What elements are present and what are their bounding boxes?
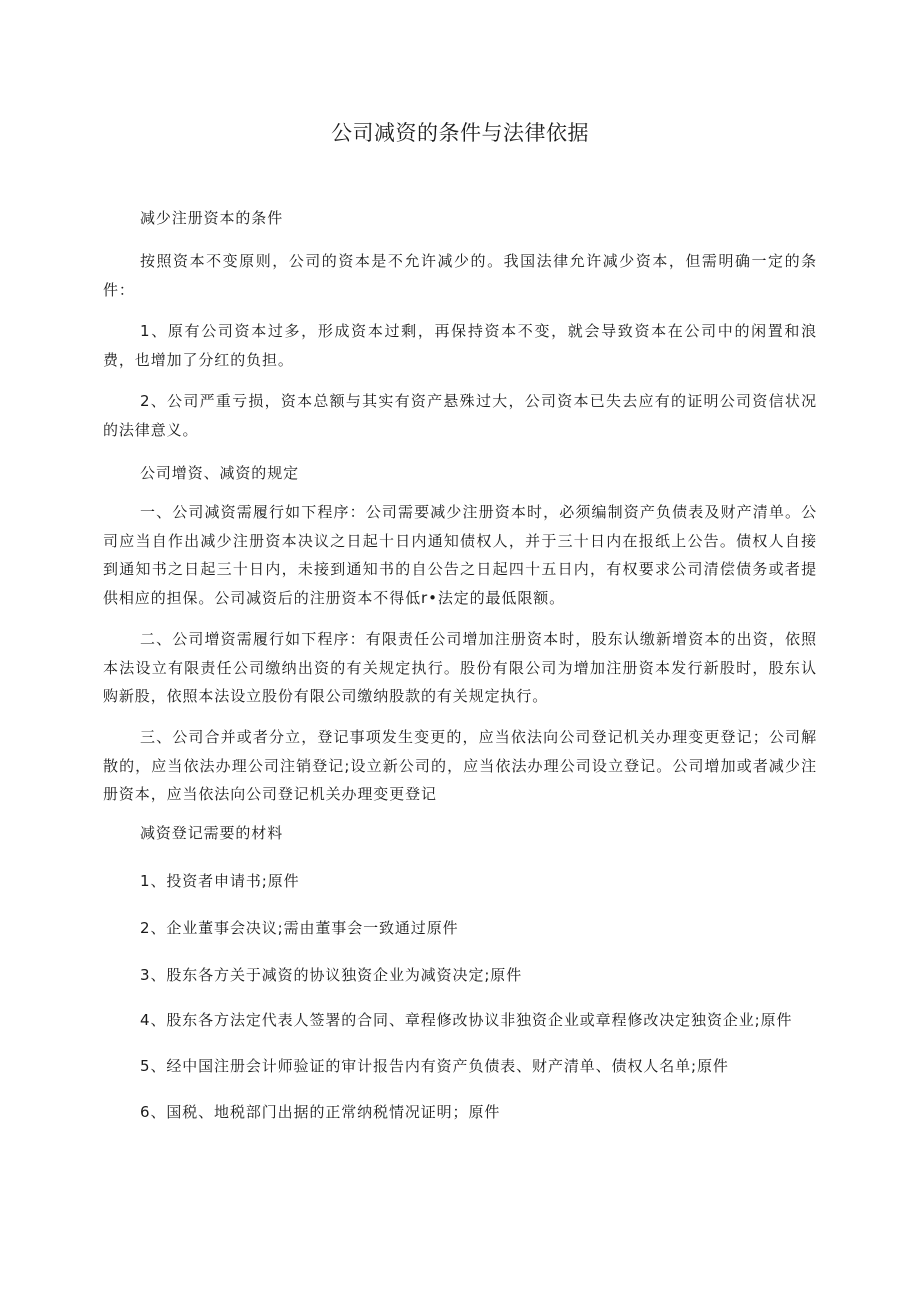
paragraph: 按照资本不变原则，公司的资本是不允许减少的。我国法律允许减少资本，但需明确一定的条件： — [103, 252, 817, 299]
list-item: 1、投资者申请书;原件 — [140, 872, 300, 890]
section-heading: 公司增资、减资的规定 — [140, 464, 300, 482]
paragraph: 1、原有公司资本过多，形成资本过剩，再保持资本不变，就会导致资本在公司中的闲置和浪费，也增加了分红的负担。 — [103, 322, 817, 369]
paragraph: 2、公司严重亏损，资本总额与其实有资产悬殊过大，公司资本已失去应有的证明公司资信状况的法律意义。 — [103, 392, 817, 439]
list-item: 6、国税、地税部门出据的正常纳税情况证明；原件 — [140, 1103, 501, 1121]
paragraph: 二、公司增资需履行如下程序：有限责任公司增加注册资本时，股东认缴新增资本的出资，依照本法设立有限责任公司缴纳出资的有关规定执行。股份有限公司为增加注册资本发行新股时，股东认购新股，依照本法设立股份有限公司缴纳股款的有关规定执行。 — [103, 630, 817, 705]
list-item: 3、股东各方关于减资的协议独资企业为减资决定;原件 — [140, 966, 523, 984]
document-title: 公司减资的条件与法律依据 — [331, 121, 589, 145]
section-heading: 减资登记需要的材料 — [140, 824, 284, 842]
list-item: 4、股东各方法定代表人签署的合同、章程修改协议非独资企业或章程修改决定独资企业;原件 — [140, 1011, 793, 1029]
paragraph: 一、公司减资需履行如下程序：公司需要减少注册资本时，必须编制资产负债表及财产清单。公司应当自作出减少注册资本决议之日起十日内通知债权人，并于三十日内在报纸上公告。债权人自接到通知书之日起三十日内，未接到通知书的自公告之日起四十五日内，有权要求公司清偿债务或者提供相应的担保。公司减资后的注册资本不得低r•法定的最低限额。 — [103, 503, 817, 607]
paragraph: 三、公司合并或者分立，登记事项发生变更的，应当依法向公司登记机关办理变更登记；公司解散的，应当依法办理公司注销登记;设立新公司的，应当依法办理公司设立登记。公司增加或者减少注册资本，应当依法向公司登记机关办理变更登记 — [103, 728, 817, 803]
section-heading: 减少注册资本的条件 — [140, 209, 284, 227]
list-item: 2、企业董事会决议;需由董事会一致通过原件 — [140, 919, 459, 937]
list-item: 5、经中国注册会计师验证的审计报告内有资产负债表、财产清单、债权人名单;原件 — [140, 1057, 729, 1075]
